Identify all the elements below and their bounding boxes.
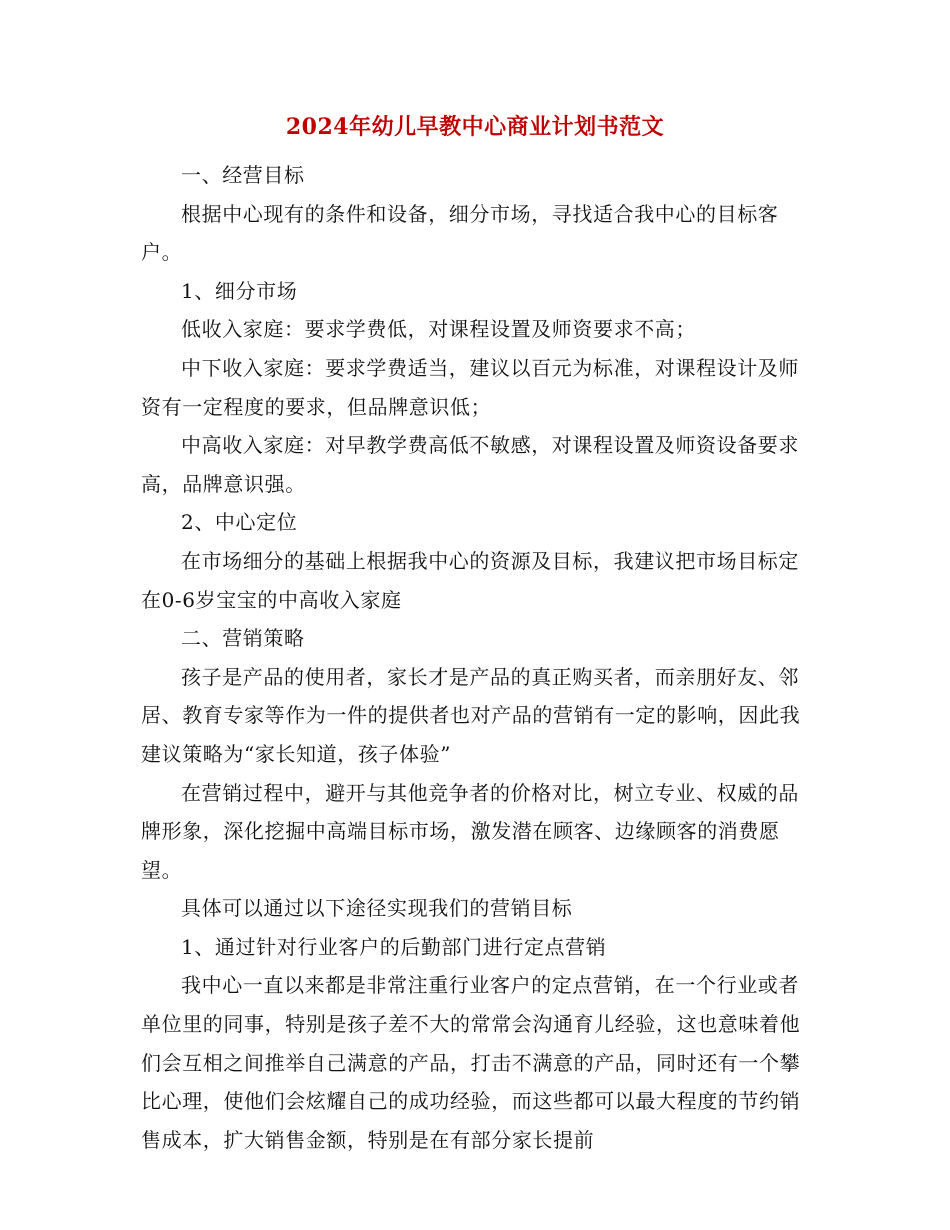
heading-business-goals: 一、经营目标	[181, 163, 305, 187]
paragraph: 根据中心现有的条件和设备，细分市场，寻找适合我中心的目标客户。	[141, 201, 779, 265]
subheading-market-segmentation: 1、细分市场	[181, 278, 298, 303]
paragraph: 在营销过程中，避开与其他竞争者的价格对比，树立专业、权威的品牌形象，深化挖掘中高端目标市场，激发潜在顾客、边缘顾客的消费愿望。	[141, 780, 799, 882]
paragraph: 在市场细分的基础上根据我中心的资源及目标，我建议把市场目标定在0-6岁宝宝的中高收入家庭	[141, 548, 799, 612]
paragraph: 具体可以通过以下途径实现我们的营销目标	[181, 896, 573, 921]
subheading-center-positioning: 2、中心定位	[181, 510, 298, 535]
document-body	[141, 156, 811, 1159]
paragraph: 我中心一直以来都是非常注重行业客户的定点营销，在一个行业或者单位里的同事，特别是孩子差不大的常常会沟通育儿经验，这也意味着他们会互相之间推举自己满意的产品，打击不满意的产品，同时还有一个攀比心理，使他们会炫耀自己的成功经验，而这些都可以最大程度的节约销售成本，扩大销售金额，特别是在有部分家长提前	[141, 973, 801, 1152]
heading-marketing-strategy: 二、营销策略	[181, 626, 305, 651]
paragraph: 中下收入家庭：要求学费适当，建议以百元为标准，对课程设计及师资有一定程度的要求，但品牌意识低；	[141, 355, 799, 419]
subheading-targeted-marketing: 1、通过针对行业客户的后勤部门进行定点营销	[181, 934, 607, 959]
document-title: 2024年幼儿早教中心商业计划书范文	[285, 114, 665, 140]
paragraph: 低收入家庭：要求学费低，对课程设置及师资要求不高；	[181, 317, 696, 342]
paragraph: 中高收入家庭：对早教学费高低不敏感，对课程设置及师资设备要求高，品牌意识强。	[141, 433, 799, 496]
paragraph: 孩子是产品的使用者，家长才是产品的真正购买者，而亲朋好友、邻居、教育专家等作为一件的提供者也对产品的营销有一定的影响，因此我建议策略为“家长知道，孩子体验”	[141, 664, 801, 766]
